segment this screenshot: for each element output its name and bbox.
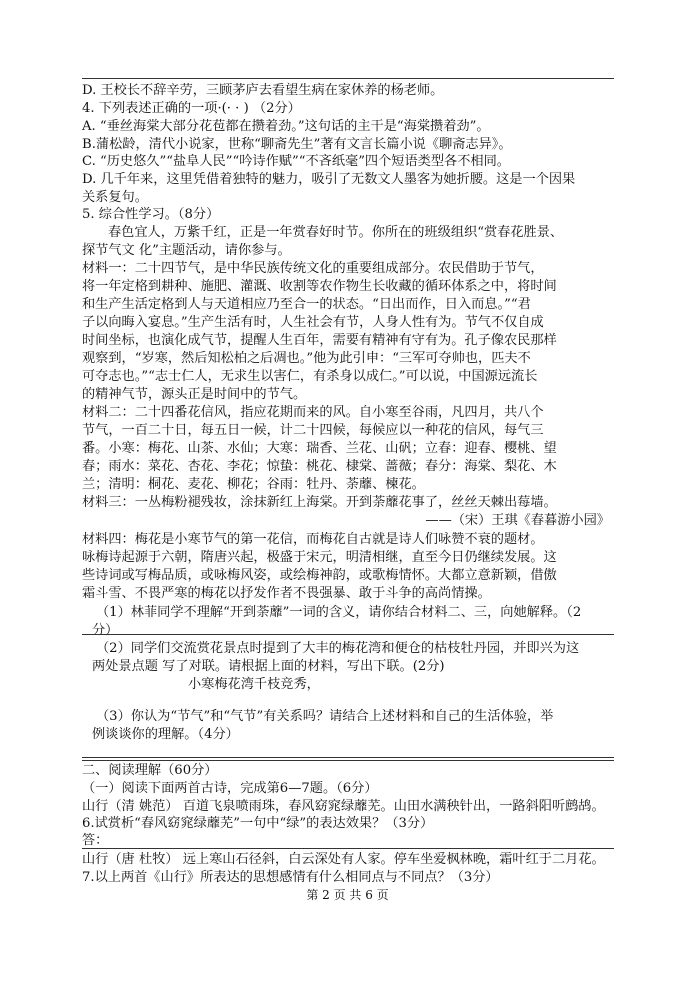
material-3-attribution: ——（宋）王琪《春暮游小园》 bbox=[425, 513, 610, 528]
material-3: 材料三：一丛梅粉褪残妆，涂抹新红上海棠。开到荼蘼花事了，丝丝天棘出莓墙。 bbox=[82, 495, 557, 510]
sub-question-2: （2）同学们交流赏花景点时提到了大丰的梅花湾和便仓的枯枝牡丹园，并即兴为这 bbox=[96, 641, 580, 656]
material-1-line: 观察到，“岁寒，然后知松柏之后凋也。”他为此引申：“三军可夺帅也，匹夫不 bbox=[82, 351, 531, 366]
option-d-q3: D. 王校长不辞辛劳，三顾茅庐去看望生病在家休养的杨老师。 bbox=[82, 83, 444, 98]
material-1-line: 的精神气节，源头正是时间中的节气。 bbox=[82, 387, 307, 402]
question-6: 6.试赏析“春风窈窕绿蘼芜”一句中“绿”的表达效果？（3分） bbox=[82, 816, 434, 831]
section-2-title: 二、阅读理解（60分） bbox=[82, 763, 218, 778]
material-4: 材料四：梅花是小寒节气的第一花信，而梅花自古就是诗人们咏赞不衰的题材。 bbox=[82, 532, 544, 547]
intro-text: 春色宜人，万紫千红，正是一年赏春好时节。你所在的班级组织“赏春花胜景、 bbox=[108, 225, 564, 240]
material-4-line: 霜斗雪、不畏严寒的梅花以抒发作者不畏强暴、敢于斗争的高尚情操。 bbox=[82, 586, 491, 601]
material-2-line: 兰；清明：桐花、麦花、柳花；谷雨：牡丹、荼蘼、楝花。 bbox=[82, 477, 425, 492]
option-a: A. “垂丝海棠大部分花苞都在攒着劲。”这句话的主干是“海棠攒着劲”。 bbox=[82, 119, 490, 134]
sub-question-3-cont: 例谈谈你的理解。（4分） bbox=[92, 727, 239, 742]
material-2-line: 春；雨水：菜花、杏花、李花；惊蛰：桃花、棣棠、蔷薇；春分：海棠、梨花、木 bbox=[82, 459, 557, 474]
option-d-cont: 关系复句。 bbox=[82, 190, 148, 205]
question-4: 4. 下列表述正确的一项·(· · ) （2分） bbox=[82, 101, 301, 116]
top-rule bbox=[82, 78, 614, 79]
answer-label: 答： bbox=[82, 833, 109, 848]
option-c: C. “历史悠久”“盐阜人民”“吟诗作赋”“不吝纸毫”四个短语类型各不相同。 bbox=[82, 154, 510, 169]
intro-text-cont: 探节气文 化”主题活动，请你参与。 bbox=[82, 243, 291, 258]
poem-2: 山行（唐 杜牧） 远上寒山石径斜，白云深处有人家。停车坐爱枫林晚，霜叶红于二月花。 bbox=[82, 852, 605, 867]
page-footer: 第 2 页 共 6 页 bbox=[306, 888, 389, 902]
sub-question-1: （1）林菲同学不理解“开到荼蘼”一词的含义，请你结合材料二、三，向她解释。（2 bbox=[96, 605, 582, 620]
material-2-line: 番。小寒：梅花、山茶、水仙；大寒：瑞香、兰花、山矾；立春：迎春、樱桃、望 bbox=[82, 441, 557, 456]
question-5: 5. 综合性学习。（8分） bbox=[82, 207, 220, 222]
material-2: 材料二：二十四番花信风，指应花期而来的风。自小寒至谷雨，凡四月，共八个 bbox=[82, 405, 544, 420]
question-7: 7.以上两首《山行》所表达的思想感情有什么相同点与不同点？（3分） bbox=[82, 870, 499, 885]
material-4-line: 些诗词或写梅品质，或咏梅风姿，或绘梅神韵，或歌梅情怀。大都立意新颖，借傲 bbox=[82, 568, 557, 583]
material-1-line: 将一年定格到耕种、施肥、灌溉、收割等农作物生长收藏的循环体系之中，将时间 bbox=[82, 279, 557, 294]
answer-rule-1 bbox=[82, 634, 614, 635]
sub-question-3: （3）你认为“节气”和“气节”有关系吗？请结合上述材料和自己的生活体验，举 bbox=[96, 709, 554, 724]
sub-question-2-cont: 两处景点题 写了对联。请根据上面的材料，写出下联。(2分) bbox=[92, 659, 445, 674]
material-1-line: 和生产生活定格到人与天道相应乃至合一的状态。“日出而作，日入而息。”“君 bbox=[82, 297, 531, 312]
poem-1: 山行（清 姚范） 百道飞泉喷雨珠，春风窈窕绿蘼芜。山田水满秧针出，一路斜阳听鹧鸪。 bbox=[82, 799, 605, 814]
material-2-line: 节气，一百二十日，每五日一候，计二十四候，每候应以一种花的信风，每气三 bbox=[82, 423, 544, 438]
material-1-line: 可夺志也。”“志士仁人，无求生以害仁，有杀身以成仁。”可以说，中国源远流长 bbox=[82, 369, 538, 384]
material-1: 材料一：二十四节气，是中华民族传统文化的重要组成部分。农民借助于节气， bbox=[82, 261, 544, 276]
section-rule bbox=[82, 757, 614, 758]
answer-rule-2 bbox=[82, 848, 614, 849]
option-d: D. 几千年来，这里凭借着独特的魅力，吸引了无数文人墨客为她折腰。这是一个因果 bbox=[82, 172, 576, 187]
material-4-line: 咏梅诗起源于六朝，隋唐兴起，极盛于宋元，明清相继，直至今日仍继续发展。这 bbox=[82, 550, 557, 565]
sub-question-1-cont: 分） bbox=[92, 623, 119, 638]
section-2-part-1: （一）阅读下面两首古诗，完成第6—7题。（6分） bbox=[82, 781, 378, 796]
material-1-line: 子以向晦入宴息。”生产生活有时，人生社会有节，人身人性有为。节气不仅自成 bbox=[82, 315, 544, 330]
material-1-line: 时间坐标，也演化成气节，提醒人生百年，需要有精神有守有为。孔子像农民那样 bbox=[82, 333, 557, 348]
option-b: B.蒲松龄，清代小说家，世称“聊斋先生”著有文言长篇小说《聊斋志异》。 bbox=[82, 137, 512, 152]
couplet-first-line: 小寒梅花湾千枝竞秀， bbox=[188, 677, 320, 692]
